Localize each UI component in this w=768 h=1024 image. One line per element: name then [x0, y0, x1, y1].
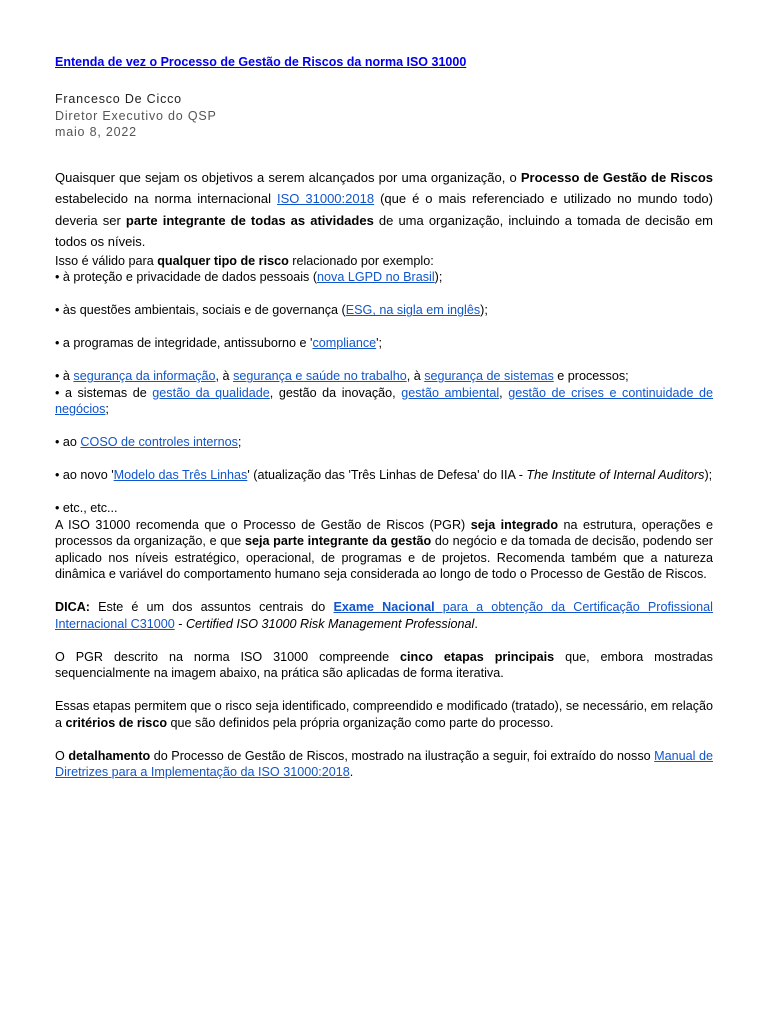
- list-item: • ao novo 'Modelo das Três Linhas' (atualização das 'Três Linhas de Defesa' do IIA - The Institute of Internal Auditors);: [55, 468, 713, 483]
- seguranca-informacao-link[interactable]: segurança da informação: [73, 369, 216, 384]
- coso-link[interactable]: COSO de controles internos: [80, 435, 238, 450]
- esg-link[interactable]: ESG, na sigla em inglês: [345, 303, 481, 318]
- risk-types-intro: Isso é válido para qualquer tipo de risco relacionado por exemplo:: [55, 253, 434, 268]
- pgr-paragraph: O PGR descrito na norma ISO 31000 compreende cinco etapas principais que, embora mostradas sequencialmente na imagem abaixo, na prática são aplicadas de forma iterativa.: [55, 649, 713, 681]
- manual-diretrizes-link[interactable]: Manual de Diretrizes para a Implementação da ISO 31000:2018: [55, 748, 714, 780]
- exame-nacional-link[interactable]: Exame Nacional para a obtenção da Certificação Profissional Internacional C31000: [55, 600, 713, 631]
- seguranca-saude-link[interactable]: segurança e saúde no trabalho: [233, 369, 407, 384]
- list-item: • ao COSO de controles internos;: [55, 435, 242, 450]
- compliance-link[interactable]: compliance: [312, 336, 377, 351]
- detail-paragraph: O detalhamento do Processo de Gestão de Riscos, mostrado na ilustração a seguir, foi extraído do nosso Manual de Diretrizes para a Implementação da ISO 31000:2018.: [55, 748, 714, 780]
- list-item: • a programas de integridade, antissuborno e 'compliance';: [55, 336, 383, 351]
- list-item: • às questões ambientais, sociais e de governança (ESG, na sigla em inglês);: [55, 303, 488, 318]
- gestao-crises-link[interactable]: gestão de crises e continuidade de negócios: [55, 385, 714, 417]
- intro-paragraph: Quaisquer que sejam os objetivos a serem alcançados por uma organização, o Processo de Gestão de Riscos estabelecido na norma internacional ISO 31000:2018 (que é o mais referenciado e utilizado no mundo todo) deveria ser parte integrante de todas as atividades de uma organização, incluindo a tomada de decisão em todos os níveis.: [55, 169, 714, 250]
- steps-paragraph: Essas etapas permitem que o risco seja identificado, compreendido e modificado (tratado), se necessário, em relação a critérios de risco que são definidos pela própria organização como parte do processo.: [55, 699, 713, 730]
- recommendation-paragraph: A ISO 31000 recomenda que o Processo de Gestão de Riscos (PGR) seja integrado na estrutura, operações e processos da organização, e que seja parte integrante da gestão do negócio e da tomada de decisão, podendo ser aplicado nos níveis estratégico, operacional, de programas e de projetos. Recomenda também que a natureza dinâmica e variável do comportamento humano seja considerada ao longo de todo o Processo de Gestão de Riscos.: [55, 517, 713, 582]
- tip-paragraph: DICA: Este é um dos assuntos centrais do Exame Nacional para a obtenção da Certificação Profissional Internacional C31000 - Certified ISO 31000 Risk Management Professional.: [55, 600, 713, 631]
- list-item: • a sistemas de gestão da qualidade, gestão da inovação, gestão ambiental, gestão de crises e continuidade de negócios;: [55, 385, 714, 417]
- list-item: • etc., etc...: [55, 501, 118, 516]
- article-body: [55, 253, 713, 781]
- author-name: Francesco De Cicco: [55, 92, 182, 106]
- article-title-link[interactable]: Entenda de vez o Processo de Gestão de Riscos da norma ISO 31000: [55, 55, 467, 69]
- iso-31000-link[interactable]: ISO 31000:2018: [277, 191, 375, 207]
- list-item: • à proteção e privacidade de dados pessoais (nova LGPD no Brasil);: [55, 270, 443, 285]
- list-item: • à segurança da informação, à segurança e saúde no trabalho, à segurança de sistemas e processos;: [55, 369, 629, 384]
- lgpd-link[interactable]: nova LGPD no Brasil: [317, 270, 435, 285]
- publish-date: maio 8, 2022: [55, 125, 137, 139]
- tres-linhas-link[interactable]: Modelo das Três Linhas: [113, 468, 248, 483]
- gestao-qualidade-link[interactable]: gestão da qualidade: [152, 385, 270, 400]
- author-role: Diretor Executivo do QSP: [55, 108, 217, 123]
- seguranca-sistemas-link[interactable]: segurança de sistemas: [424, 369, 554, 384]
- gestao-ambiental-link[interactable]: gestão ambiental: [401, 385, 500, 400]
